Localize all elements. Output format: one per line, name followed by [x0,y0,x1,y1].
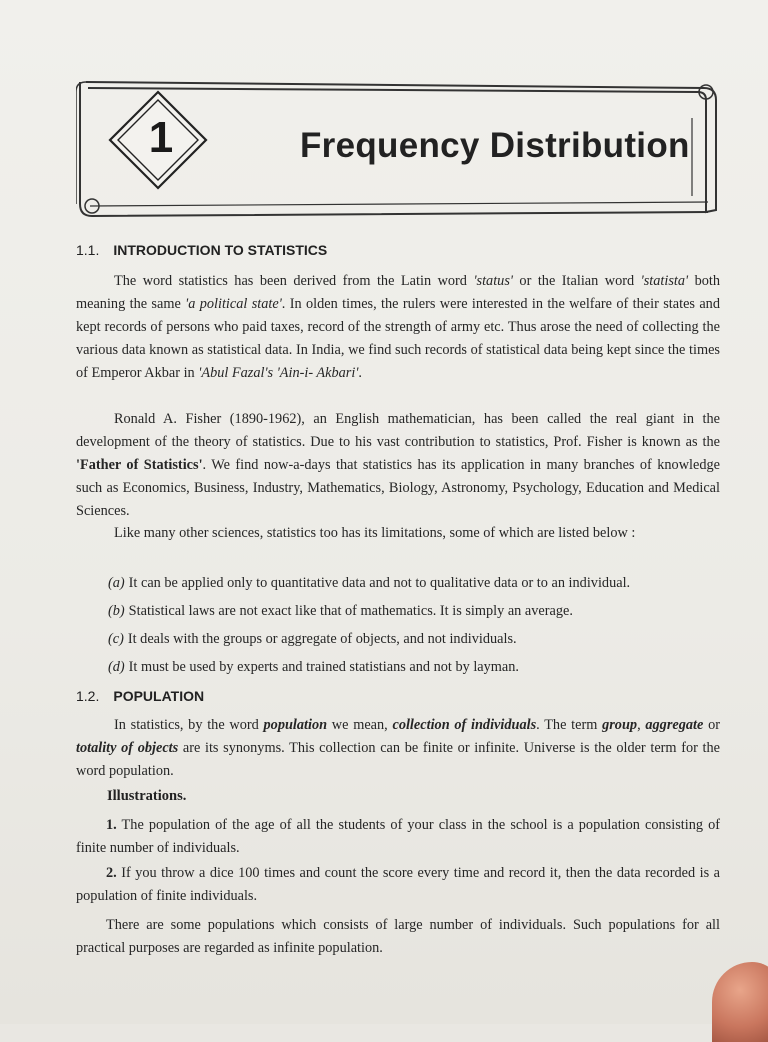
paragraph-intro-1: The word statistics has been derived from the Latin word 'status' or the Italian word 'statista' both meaning the same 'a political state'. In olden times, the rulers were interested in the welfare of their states and kept records of persons who paid taxes, record of the strength of army etc. Thus arose the need of collecting the various data known as statistical data. In India, we find such records of statistical data being kept since the times of Emperor Akbar in 'Abul Fazal's 'Ain-i- Akbari'. [76,273,720,381]
paragraph-intro-3: Like many other sciences, statistics too has its limitations, some of which are listed below : [114,525,636,541]
limitation-item: (c) It deals with the groups or aggregate of objects, and not individuals. [108,631,517,647]
section-number: 1.1. [76,242,100,258]
limitation-item: (d) It must be used by experts and trained statistians and not by layman. [108,659,519,675]
paragraph-population-1: In statistics, by the word population we mean, collection of individuals. The term group, aggregate or totality of objects are its synonyms. This collection can be finite or infinite. Universe is the older term for the word population. [76,717,720,779]
section-heading-intro [76,242,327,258]
paragraph-intro-2: Ronald A. Fisher (1890-1962), an English mathematician, has been called the real giant in the development of the theory of statistics. Due to his vast contribution to statistics, Prof. Fisher is known as the 'Father of Statistics'. We find now-a-days that statistics has its application in many branches of knowledge such as Economics, Business, Industry, Mathematics, Biology, Astronomy, Psychology, Education and Medical Sciences. [76,411,720,519]
paragraph-population-last: There are some populations which consists of large number of individuals. Such populations for all practical purposes are regarded as infinite population. [76,917,720,956]
chapter-number: 1 [148,113,174,162]
illustration-2: 2. If you throw a dice 100 times and count the score every time and record it, then the data recorded is a population of finite individuals. [76,865,720,904]
chapter-title: Frequency Distribution [300,126,690,165]
section-title: POPULATION [113,688,205,704]
limitation-item: (b) Statistical laws are not exact like that of mathematics. It is simply an average. [108,603,573,619]
section-number: 1.2. [76,688,100,704]
thumb-photo [712,962,768,1042]
section-title: INTRODUCTION TO STATISTICS [113,242,328,258]
illustrations-heading: Illustrations. [107,788,187,804]
illustration-1: 1. The population of the age of all the students of your class in the school is a population consisting of finite number of individuals. [76,817,720,856]
limitation-item: (a) It can be applied only to quantitative data and not to qualitative data or to an individual. [108,575,631,591]
section-heading-population [76,688,204,704]
